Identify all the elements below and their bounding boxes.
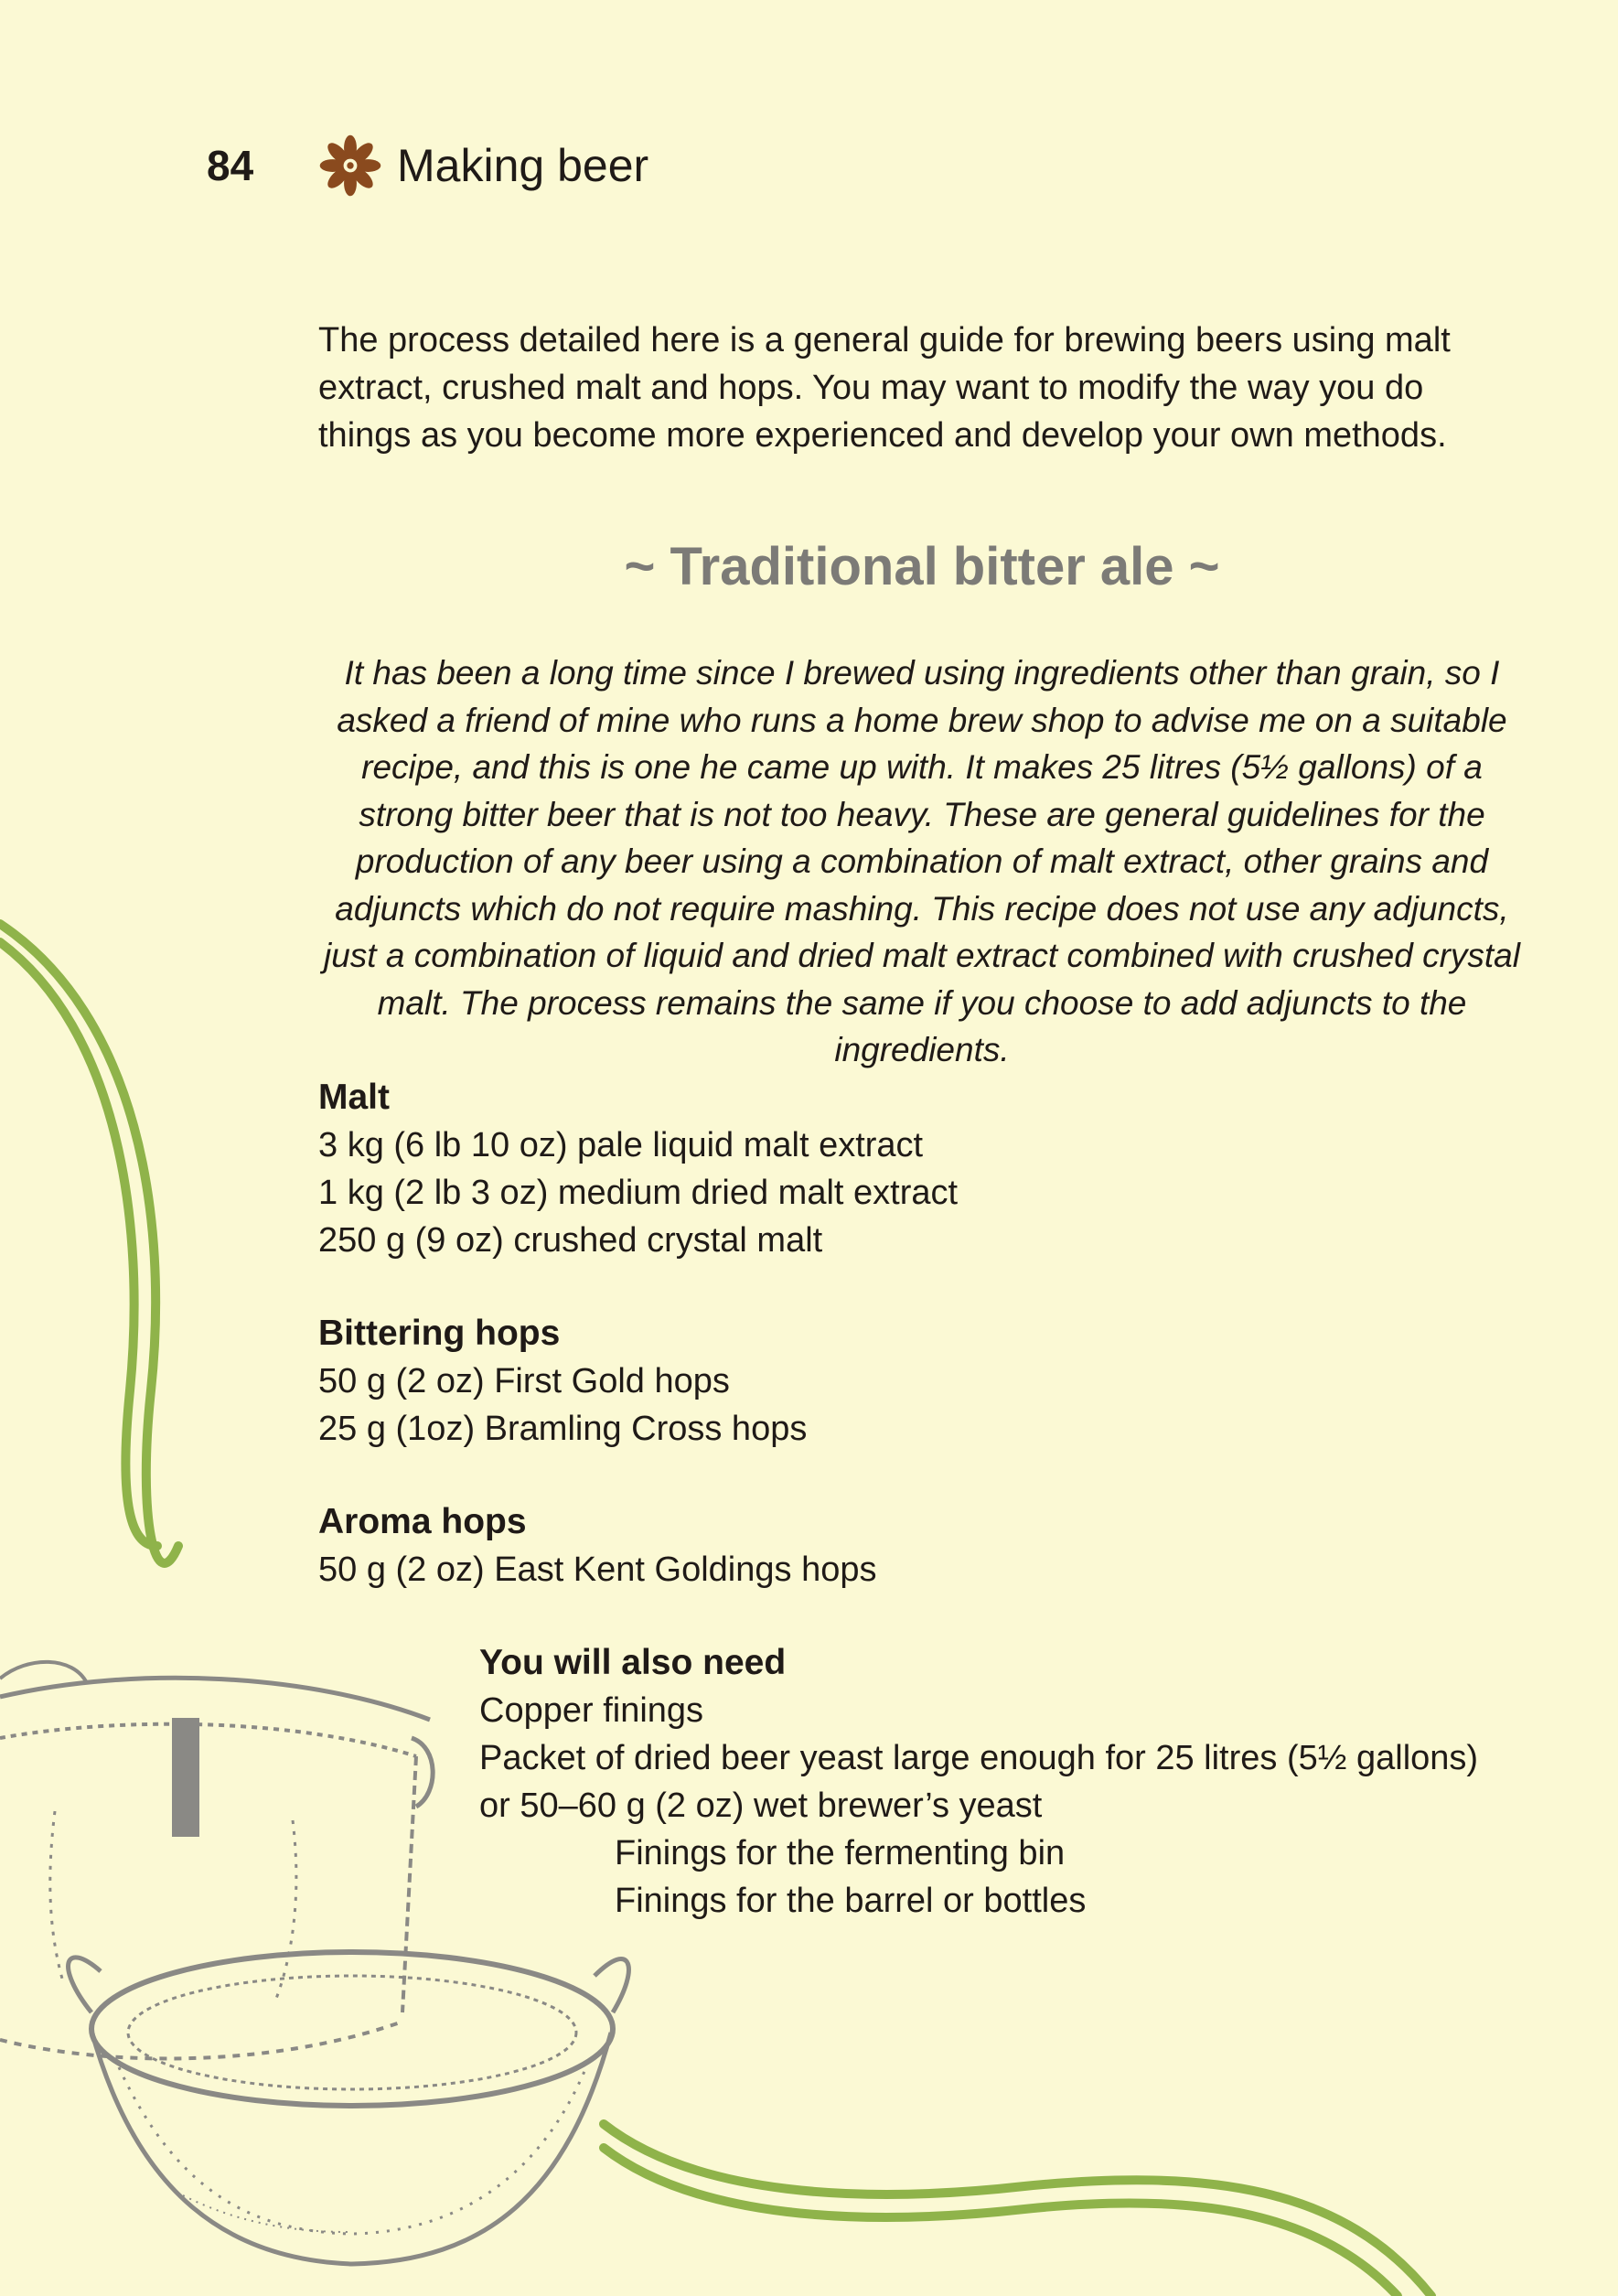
aroma-hops-section [318, 1498, 876, 1593]
also-need-heading: You will also need [479, 1643, 787, 1682]
equipment-item: Copper finings [479, 1691, 704, 1730]
bottom-ribbon [604, 2124, 1431, 2296]
ingredient-item: 250 g (9 oz) crushed crystal malt [318, 1221, 823, 1260]
flower-icon [316, 132, 384, 199]
equipment-item: Packet of dried beer yeast large enough for 25 litres (5½ gallons) [479, 1739, 1479, 1777]
intro-text: The process detailed here is a general guide for brewing beers using malt extract, crushed malt and hops. You may want to modify the way you do things as you become more experienced and develop your own methods. [318, 321, 1451, 455]
malt-list [318, 1121, 958, 1264]
recipe-description [311, 649, 1533, 1074]
page-header [207, 134, 648, 198]
recipe-title: ~ Traditional bitter ale ~ [624, 537, 1220, 596]
running-head: Making beer [397, 140, 649, 191]
bittering-hops-section [318, 1310, 807, 1453]
ingredient-item: 50 g (2 oz) East Kent Goldings hops [318, 1550, 877, 1589]
aroma-hops-heading: Aroma hops [318, 1502, 527, 1541]
ingredient-item: 50 g (2 oz) First Gold hops [318, 1362, 730, 1400]
bittering-hops-list [318, 1357, 807, 1453]
page-number: 84 [207, 142, 254, 189]
recipe-description-text: It has been a long time since I brewed using ingredients other than grain, so I asked a friend of mine who runs a home brew shop to advise me on a suitable recipe, and this is one he came up with. It makes 25 litres (5½ gallons) of a strong bitter beer that is not too heavy. These are general guidelines for the production of any beer using a combination of malt extract, other grains and adjuncts which do not require mashing. This recipe does not use any adjuncts, just a combination of liquid and dried malt extract combined with crushed crystal malt. The process remains the same if you choose to add adjuncts to the ingredients. [324, 654, 1520, 1068]
also-need-section [479, 1639, 1478, 1925]
ingredient-item: 1 kg (2 lb 3 oz) medium dried malt extract [318, 1174, 959, 1212]
intro-paragraph [318, 317, 1526, 459]
equipment-item: Finings for the barrel or bottles [615, 1882, 1087, 1920]
equipment-item: Finings for the fermenting bin [615, 1834, 1066, 1872]
equipment-item: or 50–60 g (2 oz) wet brewer’s yeast [479, 1786, 1043, 1825]
left-ribbon [0, 924, 178, 1563]
ingredient-item: 3 kg (6 lb 10 oz) pale liquid malt extract [318, 1126, 924, 1164]
also-need-list [479, 1687, 1478, 1925]
malt-section [318, 1074, 958, 1264]
ingredient-item: 25 g (1oz) Bramling Cross hops [318, 1410, 808, 1448]
aroma-hops-list [318, 1546, 876, 1593]
malt-heading: Malt [318, 1078, 390, 1117]
bittering-hops-heading: Bittering hops [318, 1314, 561, 1353]
